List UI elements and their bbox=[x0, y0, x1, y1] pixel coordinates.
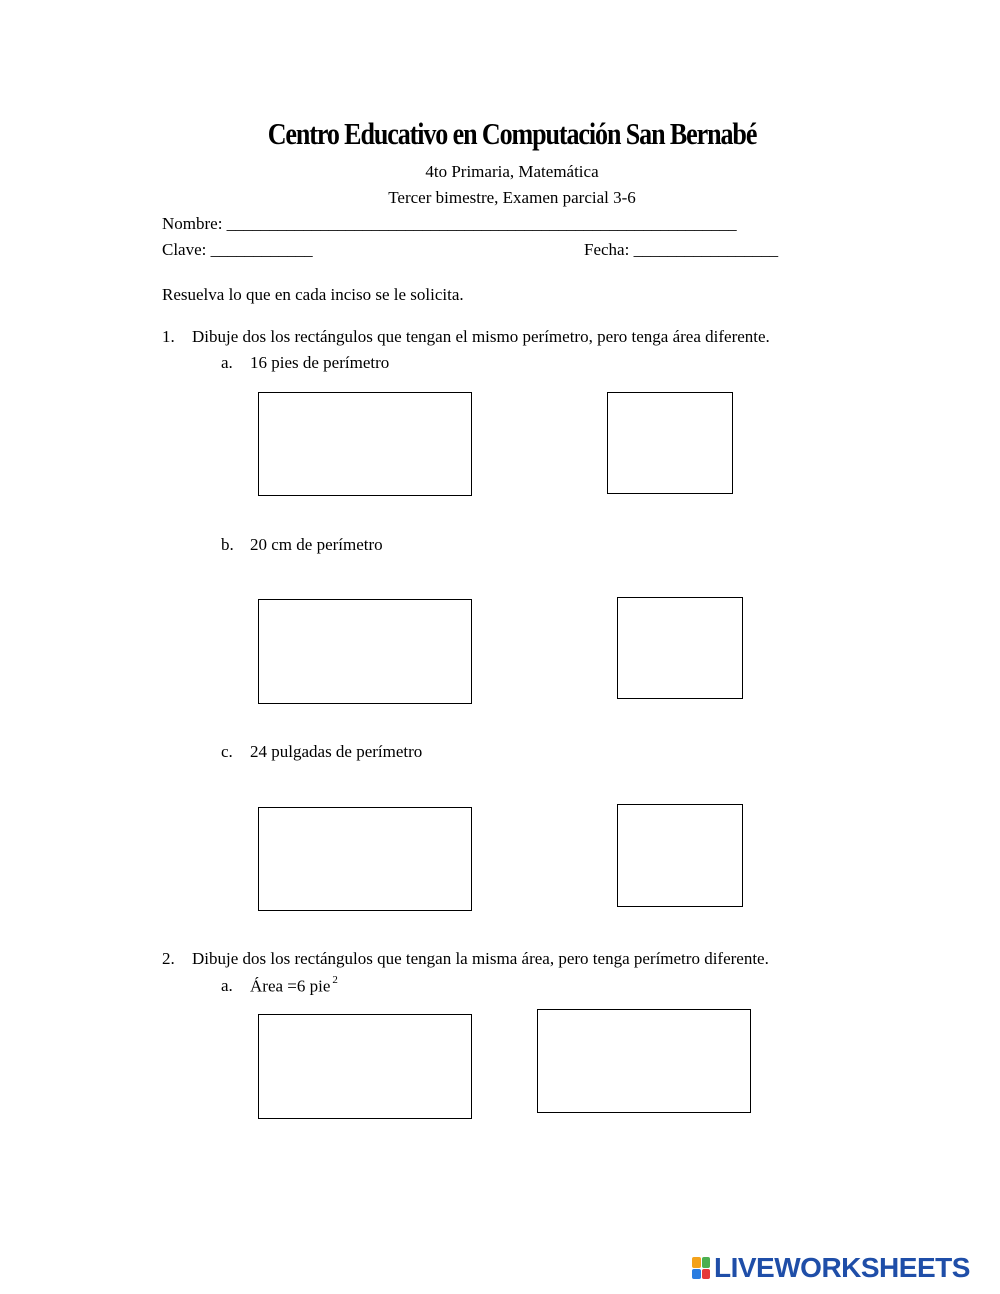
rectangle-2a-2[interactable] bbox=[537, 1009, 751, 1113]
item-2a-label: Área =6 pie bbox=[250, 976, 331, 996]
rectangle-1c-1[interactable] bbox=[258, 807, 472, 911]
item-1b-text: 20 cm de perímetro bbox=[250, 535, 383, 554]
rectangle-1b-2[interactable] bbox=[617, 597, 743, 699]
logo-tiles-icon bbox=[692, 1257, 710, 1279]
item-1c-letter: c. bbox=[221, 742, 233, 761]
item-2a-text bbox=[250, 976, 338, 997]
question-1-number: 1. bbox=[162, 327, 175, 346]
rectangle-1a-2[interactable] bbox=[607, 392, 733, 494]
brand-name: LIVEWORKSHEETS bbox=[714, 1252, 970, 1283]
item-1a-text: 16 pies de perímetro bbox=[250, 353, 390, 372]
item-1b-letter: b. bbox=[221, 535, 234, 554]
date-field[interactable]: Fecha: _________________ bbox=[584, 240, 779, 259]
question-1-text: Dibuje dos los rectángulos que tengan el mismo perímetro, pero tenga área diferente. bbox=[192, 327, 770, 346]
instructions: Resuelva lo que en cada inciso se le solicita. bbox=[162, 285, 464, 304]
rectangle-1b-1[interactable] bbox=[258, 599, 472, 704]
item-1c-text: 24 pulgadas de perímetro bbox=[250, 742, 423, 761]
name-field[interactable]: Nombre: ____________________________________________________________ bbox=[162, 214, 737, 233]
rectangle-1c-2[interactable] bbox=[617, 804, 743, 907]
question-2-number: 2. bbox=[162, 949, 175, 968]
key-field[interactable]: Clave: ____________ bbox=[162, 240, 313, 259]
exam-name: Tercer bimestre, Examen parcial 3-6 bbox=[388, 188, 636, 207]
item-1a-letter: a. bbox=[221, 353, 233, 372]
school-title: Centro Educativo en Computación San Bernabé bbox=[267, 116, 757, 151]
grade-subject: 4to Primaria, Matemática bbox=[425, 162, 599, 181]
rectangle-2a-1[interactable] bbox=[258, 1014, 472, 1119]
item-2a-superscript: 2 bbox=[332, 974, 338, 986]
item-2a-letter: a. bbox=[221, 976, 233, 995]
question-2-text: Dibuje dos los rectángulos que tengan la misma área, pero tenga perímetro diferente. bbox=[192, 949, 769, 968]
liveworksheets-logo bbox=[692, 1252, 970, 1284]
rectangle-1a-1[interactable] bbox=[258, 392, 472, 496]
